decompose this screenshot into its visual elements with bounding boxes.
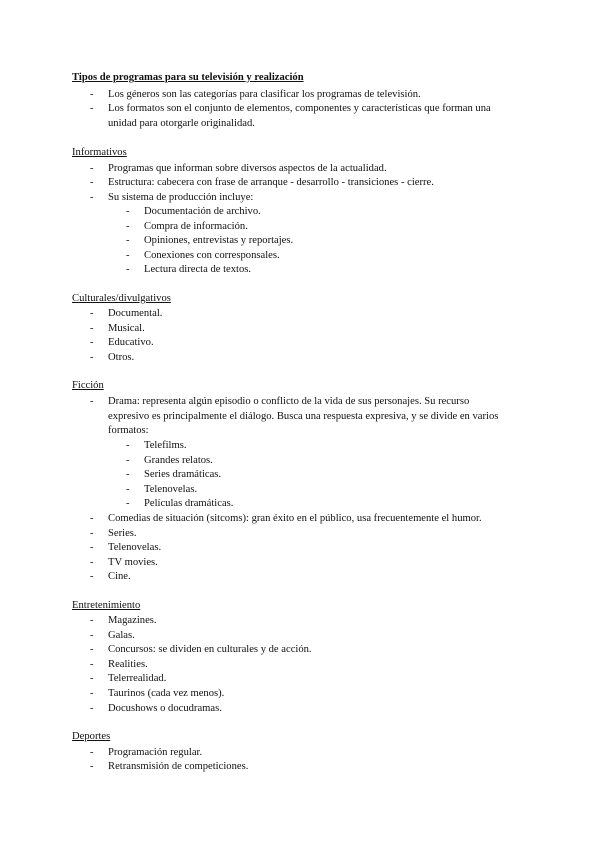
list-item-text: Concursos: se dividen en culturales y de acción. [108, 644, 312, 655]
list-item-text: Taurinos (cada vez menos). [108, 688, 225, 699]
bullet-dash: - [90, 542, 94, 553]
list-item-text: Documental. [108, 308, 163, 319]
list-item-text: Programas que informan sobre diversos aspectos de la actualidad. [108, 163, 387, 174]
list-item-text: Otros. [108, 352, 135, 363]
section-heading-informativos: Informativos [72, 147, 127, 158]
bullet-dash: - [126, 469, 130, 480]
bullet-dash: - [90, 396, 94, 407]
section-heading-deportes: Deportes [72, 731, 111, 742]
list-item-text: Docushows o docudramas. [108, 703, 222, 714]
bullet-dash: - [126, 250, 130, 261]
list-item-text: Series. [108, 528, 137, 539]
document-title: Tipos de programas para su televisión y realización [72, 72, 304, 83]
list-item-text: Realities. [108, 659, 148, 670]
list-item-text: Documentación de archivo. [144, 206, 261, 217]
list-item-text: Opiniones, entrevistas y reportajes. [144, 235, 294, 246]
bullet-dash: - [90, 630, 94, 641]
bullet-dash: - [90, 703, 94, 714]
list-item-text: TV movies. [108, 557, 158, 568]
bullet-dash: - [90, 571, 94, 582]
bullet-dash: - [90, 513, 94, 524]
bullet-dash: - [90, 177, 94, 188]
list-item-text: Telerrealidad. [108, 673, 167, 684]
bullet-dash: - [90, 89, 94, 100]
bullet-dash: - [90, 644, 94, 655]
section-heading-culturales: Culturales/divulgativos [72, 293, 171, 304]
list-item-text: Compra de información. [144, 221, 248, 232]
list-item-text: Conexiones con corresponsales. [144, 250, 280, 261]
bullet-dash: - [126, 484, 130, 495]
bullet-dash: - [90, 103, 94, 114]
section-heading-entretenimiento: Entretenimiento [72, 600, 141, 611]
list-item-text: Drama: representa algún episodio o conflicto de la vida de sus personajes. Su recurso expresivo es principalmente el diálogo. Busca una respuesta expresiva, y se divide en varios formatos: [108, 396, 499, 437]
list-item-text: Los formatos son el conjunto de elementos, componentes y características que forman una unidad para otorgarle originalidad. [108, 103, 491, 129]
list-item-text: Magazines. [108, 615, 157, 626]
bullet-dash: - [90, 323, 94, 334]
bullet-dash: - [90, 747, 94, 758]
bullet-dash: - [90, 615, 94, 626]
list-item-text: Telenovelas. [144, 484, 198, 495]
bullet-dash: - [126, 455, 130, 466]
bullet-dash: - [126, 221, 130, 232]
bullet-dash: - [90, 528, 94, 539]
bullet-dash: - [90, 557, 94, 568]
section-heading-ficcion: Ficción [72, 380, 104, 391]
list-item-text: Su sistema de producción incluye: [108, 192, 254, 203]
bullet-dash: - [90, 163, 94, 174]
list-item-text: Programación regular. [108, 747, 203, 758]
bullet-dash: - [90, 308, 94, 319]
bullet-dash: - [126, 235, 130, 246]
bullet-dash: - [126, 264, 130, 275]
bullet-dash: - [126, 498, 130, 509]
list-item-text: Estructura: cabecera con frase de arranque - desarrollo - transiciones - cierre. [108, 177, 434, 188]
list-item-text: Lectura directa de textos. [144, 264, 252, 275]
list-item-text: Educativo. [108, 337, 154, 348]
list-item-text: Series dramáticas. [144, 469, 222, 480]
list-item-text: Musical. [108, 323, 145, 334]
list-item-text: Grandes relatos. [144, 455, 213, 466]
bullet-dash: - [90, 673, 94, 684]
list-item-text: Cine. [108, 571, 131, 582]
list-item-text: Los géneros son las categorías para clasificar los programas de televisión. [108, 89, 421, 100]
bullet-dash: - [90, 659, 94, 670]
list-item-text: Películas dramáticas. [144, 498, 234, 509]
list-item-text: Galas. [108, 630, 135, 641]
bullet-dash: - [90, 761, 94, 772]
list-item-text: Telefilms. [144, 440, 187, 451]
list-item-text: Telenovelas. [108, 542, 162, 553]
list-item-text: Retransmisión de competiciones. [108, 761, 249, 772]
bullet-dash: - [90, 337, 94, 348]
bullet-dash: - [90, 688, 94, 699]
bullet-dash: - [126, 206, 130, 217]
bullet-dash: - [126, 440, 130, 451]
bullet-dash: - [90, 192, 94, 203]
bullet-dash: - [90, 352, 94, 363]
list-item-text: Comedias de situación (sitcoms): gran éxito en el público, usa frecuentemente el humor. [108, 513, 482, 524]
